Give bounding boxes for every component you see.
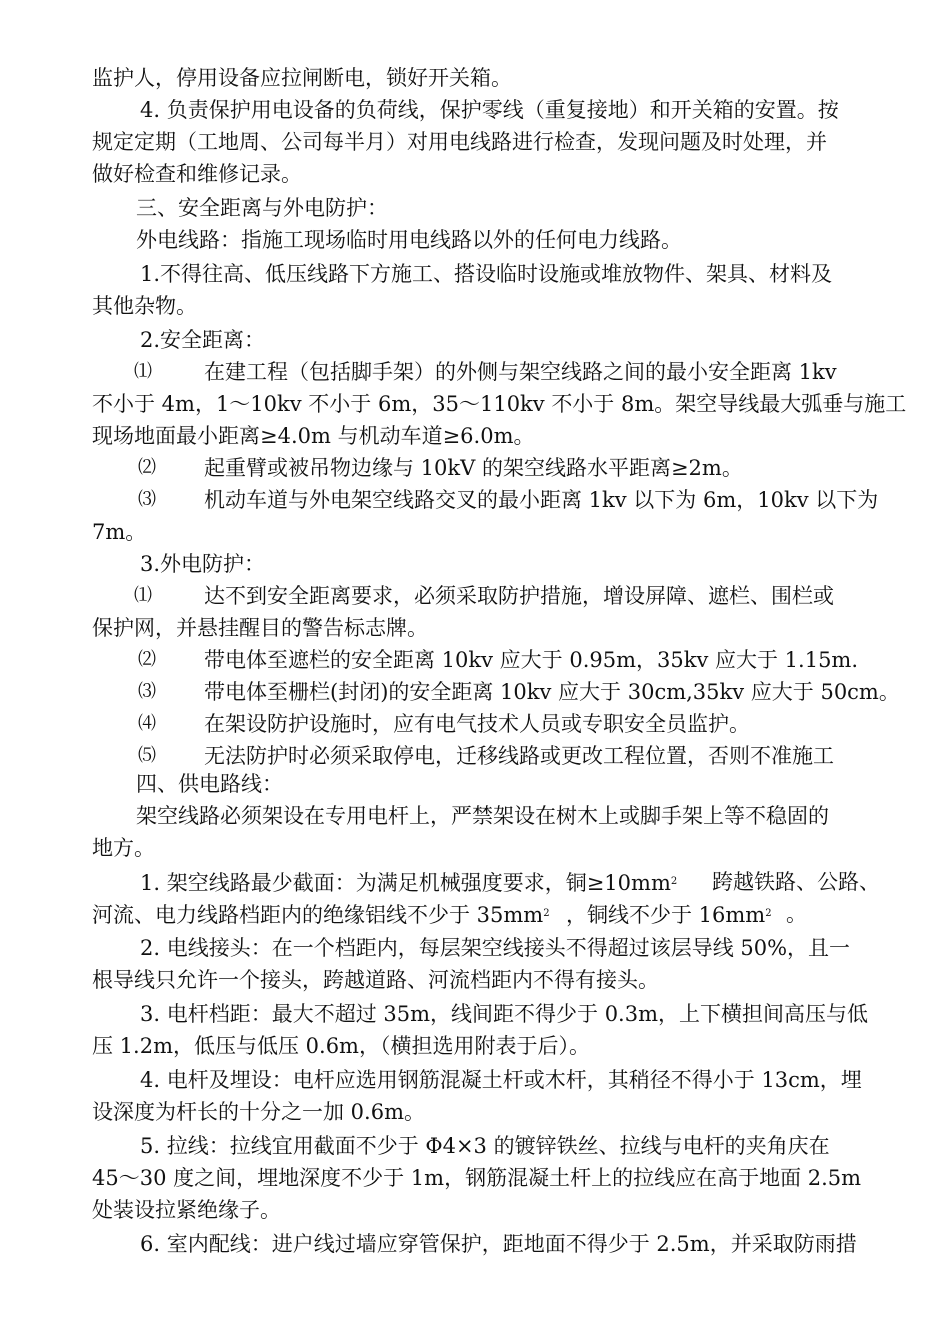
text-line: 机动车道与外电架空线路交叉的最小距离 1kv 以下为 6m，10kv 以下为: [204, 488, 879, 512]
item-marker: ⑷: [138, 713, 156, 734]
superscript: 2: [670, 876, 678, 887]
text-line: [140, 868, 677, 896]
text-line: 设深度为杆长的十分之一加 0.6m。: [92, 1100, 425, 1124]
item-marker: ⑶: [138, 681, 156, 702]
text-line: 45～30 度之间，埋地深度不少于 1m，钢筋混凝土杆上的拉线应在高于地面 2.5m: [92, 1166, 862, 1190]
item-marker: ⑵: [138, 457, 156, 478]
text-line: [566, 900, 772, 928]
text-line: 在建工程（包括脚手架）的外侧与架空线路之间的最小安全距离 1kv: [204, 360, 837, 384]
superscript: 2: [765, 908, 772, 919]
text-line: 保护网，并悬挂醒目的警告标志牌。: [92, 616, 428, 640]
text-segment: ，铜线不少于 16mm: [566, 903, 766, 927]
subsection-heading: 3.外电防护：: [140, 552, 266, 576]
text-line: 根导线只允许一个接头，跨越道路、河流档距内不得有接头。: [92, 968, 659, 992]
text-line: 在架设防护设施时，应有电气技术人员或专职安全员监护。: [204, 712, 750, 736]
text-segment: 河流、电力线路档距内的绝缘铝线不少于 35mm: [92, 903, 544, 927]
section-heading: 三、安全距离与外电防护：: [136, 196, 388, 220]
text-line: 1.不得往高、低压线路下方施工、搭设临时设施或堆放物件、架具、材料及: [140, 262, 833, 286]
text-line: 其他杂物。: [92, 294, 197, 318]
item-marker: ⑸: [138, 745, 156, 766]
item-marker: ⑴: [134, 361, 152, 382]
text-line: 地方。: [92, 836, 155, 860]
text-line: 不小于 4m，1～10kv 不小于 6m，35～110kv 不小于 8m。架空导线最大弧垂与施工: [92, 392, 907, 416]
text-line: 规定定期（工地周、公司每半月）对用电线路进行检查，发现问题及时处理，并: [92, 130, 827, 154]
text-line: 监护人，停用设备应拉闸断电，锁好开关箱。: [92, 66, 512, 90]
text-line: 无法防护时必须采取停电，迁移线路或更改工程位置，否则不准施工: [204, 744, 834, 768]
superscript: 2: [543, 908, 550, 919]
text-line: 。: [786, 902, 807, 926]
text-line: 4. 电杆及埋设：电杆应选用钢筋混凝土杆或木杆，其稍径不得小于 13cm，埋: [140, 1068, 862, 1092]
text-line: 达不到安全距离要求，必须采取防护措施，增设屏障、遮栏、围栏或: [204, 584, 834, 608]
text-line: 带电体至遮栏的安全距离 10kv 应大于 0.95m，35kv 应大于 1.15m.: [204, 648, 859, 672]
text-line: 跨越铁路、公路、: [712, 870, 880, 894]
subsection-heading: 2.安全距离：: [140, 328, 266, 352]
item-marker: ⑵: [138, 649, 156, 670]
text-line: 6. 室内配线：进户线过墙应穿管保护，距地面不得少于 2.5m，并采取防雨措: [140, 1232, 857, 1256]
section-heading: 四、供电路线：: [136, 772, 283, 796]
item-marker: ⑴: [134, 585, 152, 606]
text-line: 5. 拉线：拉线宜用截面不少于 Φ4×3 的镀锌铁丝、拉线与电杆的夹角庆在: [140, 1134, 830, 1158]
text-line: 2. 电线接头：在一个档距内，每层架空线接头不得超过该层导线 50%，且一: [140, 936, 851, 960]
text-line: 7m。: [92, 520, 147, 544]
text-line: 带电体至栅栏(封闭)的安全距离 10kv 应大于 30cm,35kv 应大于 50cm。: [204, 680, 900, 704]
text-line: 外电线路：指施工现场临时用电线路以外的任何电力线路。: [136, 228, 682, 252]
text-line: 处装设拉紧绝缘子。: [92, 1198, 281, 1222]
text-line: 4. 负责保护用电设备的负荷线，保护零线（重复接地）和开关箱的安置。按: [140, 98, 839, 122]
text-line: 现场地面最小距离≥4.0m 与机动车道≥6.0m。: [92, 424, 535, 448]
text-line: 架空线路必须架设在专用电杆上，严禁架设在树木上或脚手架上等不稳固的: [136, 804, 829, 828]
item-marker: ⑶: [138, 489, 156, 510]
text-line: 压 1.2m，低压与低压 0.6m，（横担选用附表于后）。: [92, 1034, 590, 1058]
text-line: 3. 电杆档距：最大不超过 35m，线间距不得少于 0.3m，上下横担间高压与低: [140, 1002, 869, 1026]
text-line: [92, 900, 550, 928]
text-line: 起重臂或被吊物边缘与 10kV 的架空线路水平距离≥2m。: [204, 456, 743, 480]
text-segment: 1. 架空线路最少截面：为满足机械强度要求，铜≥10mm: [140, 871, 671, 895]
text-line: 做好检查和维修记录。: [92, 162, 302, 186]
